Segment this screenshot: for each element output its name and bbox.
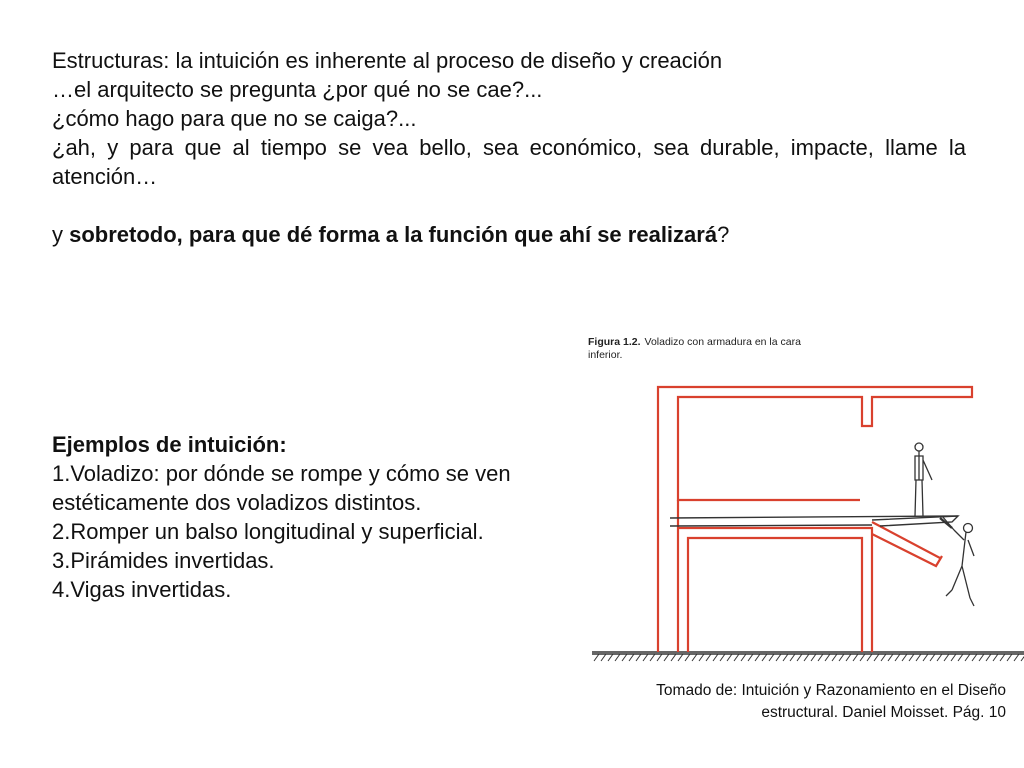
ground-hatch-mark bbox=[790, 654, 795, 661]
ground-hatch-mark bbox=[944, 654, 949, 661]
ground-hatch bbox=[594, 654, 1024, 661]
example-item: 3.Pirámides invertidas. bbox=[52, 548, 275, 573]
cantilever-slab bbox=[670, 516, 958, 526]
spacer bbox=[52, 191, 966, 220]
ground-hatch-mark bbox=[643, 654, 648, 661]
figure-label: Figura 1.2. bbox=[588, 336, 641, 348]
ground-hatch-mark bbox=[720, 654, 725, 661]
ground-hatch-mark bbox=[958, 654, 963, 661]
ground bbox=[592, 652, 1024, 661]
ground-hatch-mark bbox=[853, 654, 858, 661]
cantilever-figure bbox=[580, 370, 1024, 670]
example-item: 2.Romper un balso longitudinal y superficial. bbox=[52, 519, 484, 544]
cantilever-strut bbox=[872, 522, 942, 566]
ground-hatch-mark bbox=[650, 654, 655, 661]
ground-hatch-mark bbox=[832, 654, 837, 661]
intro-line-5-suffix: ? bbox=[717, 222, 730, 247]
ground-hatch-mark bbox=[713, 654, 718, 661]
ground-hatch-mark bbox=[881, 654, 886, 661]
ground-hatch-mark bbox=[1007, 654, 1012, 661]
ground-hatch-mark bbox=[636, 654, 641, 661]
ground-hatch-mark bbox=[755, 654, 760, 661]
source-credit bbox=[580, 680, 1006, 724]
ground-hatch-mark bbox=[993, 654, 998, 661]
figure-caption bbox=[588, 336, 838, 362]
ground-hatch-mark bbox=[678, 654, 683, 661]
ground-hatch-mark bbox=[965, 654, 970, 661]
ground-hatch-mark bbox=[783, 654, 788, 661]
falling-person-icon bbox=[940, 516, 974, 606]
interior-column bbox=[688, 538, 862, 652]
intro-line-5 bbox=[52, 220, 966, 249]
credit-line-1: Tomado de: Intuición y Razonamiento en el Diseño bbox=[656, 682, 1006, 699]
ground-hatch-mark bbox=[825, 654, 830, 661]
intro-line-3: ¿cómo hago para que no se caiga?... bbox=[52, 106, 417, 131]
ground-hatch-mark bbox=[601, 654, 606, 661]
ground-hatch-mark bbox=[888, 654, 893, 661]
ground-hatch-mark bbox=[797, 654, 802, 661]
ground-hatch-mark bbox=[608, 654, 613, 661]
ground-hatch-mark bbox=[706, 654, 711, 661]
ground-hatch-mark bbox=[727, 654, 732, 661]
structure-frame bbox=[658, 387, 972, 652]
intro-line-4: ¿ah, y para que al tiempo se vea bello, sea económico, sea durable, impacte, llame la atención… bbox=[52, 135, 966, 189]
ground-hatch-mark bbox=[916, 654, 921, 661]
roof-slab bbox=[658, 387, 972, 652]
ground-hatch-mark bbox=[839, 654, 844, 661]
ground-hatch-mark bbox=[776, 654, 781, 661]
ground-hatch-mark bbox=[685, 654, 690, 661]
ground-hatch-mark bbox=[748, 654, 753, 661]
ground-hatch-mark bbox=[657, 654, 662, 661]
ground-hatch-mark bbox=[699, 654, 704, 661]
example-item: 4.Vigas invertidas. bbox=[52, 577, 232, 602]
figure-caption-text: Voladizo con armadura en la cara inferior. bbox=[588, 336, 801, 361]
ground-hatch-mark bbox=[972, 654, 977, 661]
ground-hatch-mark bbox=[1014, 654, 1019, 661]
ground-hatch-mark bbox=[622, 654, 627, 661]
ground-hatch-mark bbox=[671, 654, 676, 661]
ground-hatch-mark bbox=[804, 654, 809, 661]
ground-hatch-mark bbox=[867, 654, 872, 661]
ground-hatch-mark bbox=[762, 654, 767, 661]
ground-hatch-mark bbox=[734, 654, 739, 661]
ground-hatch-mark bbox=[741, 654, 746, 661]
ground-hatch-mark bbox=[811, 654, 816, 661]
ground-hatch-mark bbox=[594, 654, 599, 661]
floor-slab bbox=[678, 528, 872, 652]
ground-hatch-mark bbox=[664, 654, 669, 661]
ground-hatch-mark bbox=[923, 654, 928, 661]
credit-line-2: estructural. Daniel Moisset. Pág. 10 bbox=[761, 704, 1006, 721]
standing-person-icon bbox=[915, 443, 932, 516]
ground-hatch-mark bbox=[860, 654, 865, 661]
ground-hatch-mark bbox=[895, 654, 900, 661]
ground-hatch-mark bbox=[692, 654, 697, 661]
ground-hatch-mark bbox=[909, 654, 914, 661]
intro-line-2: …el arquitecto se pregunta ¿por qué no se cae?... bbox=[52, 77, 543, 102]
ground-hatch-mark bbox=[902, 654, 907, 661]
ground-hatch-mark bbox=[979, 654, 984, 661]
ground-hatch-mark bbox=[615, 654, 620, 661]
ground-hatch-mark bbox=[1000, 654, 1005, 661]
example-item: 1.Voladizo: por dónde se rompe y cómo se ven estéticamente dos voladizos distintos. bbox=[52, 461, 511, 515]
intro-text bbox=[52, 46, 966, 249]
ground-hatch-mark bbox=[986, 654, 991, 661]
intro-line-5-bold: sobretodo, para que dé forma a la función que ahí se realizará bbox=[69, 222, 718, 247]
intro-line-5-prefix: y bbox=[52, 222, 70, 247]
intro-line-1: Estructuras: la intuición es inherente al proceso de diseño y creación bbox=[52, 48, 723, 73]
ground-hatch-mark bbox=[951, 654, 956, 661]
ground-hatch-mark bbox=[629, 654, 634, 661]
ground-hatch-mark bbox=[846, 654, 851, 661]
ground-hatch-mark bbox=[874, 654, 879, 661]
examples-list bbox=[52, 430, 552, 604]
ground-hatch-mark bbox=[930, 654, 935, 661]
examples-heading: Ejemplos de intuición: bbox=[52, 432, 287, 457]
ground-hatch-mark bbox=[937, 654, 942, 661]
ground-hatch-mark bbox=[818, 654, 823, 661]
ground-hatch-mark bbox=[769, 654, 774, 661]
